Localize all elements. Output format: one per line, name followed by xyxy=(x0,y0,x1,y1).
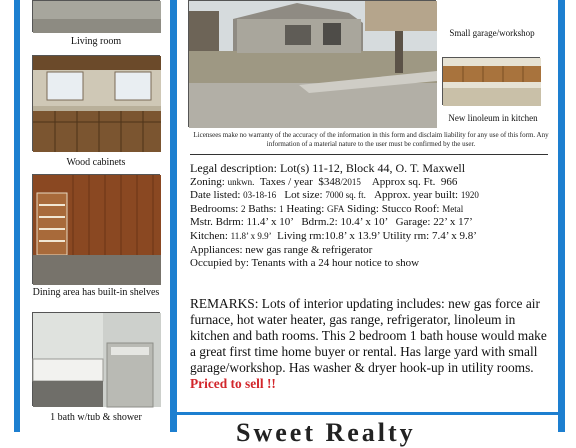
remarks-paragraph xyxy=(190,296,554,392)
occupied-row: Occupied by: Tenants with a 24 hour notice to show xyxy=(190,257,420,270)
listing-details xyxy=(190,162,556,271)
kitchen-value: 11.8’ x 9.9’ xyxy=(230,230,272,241)
bedrooms-value: 2 xyxy=(241,203,246,214)
bathroom-photo xyxy=(32,312,160,406)
living-rm-value: 10.8’ x 13.9’ xyxy=(324,229,380,242)
rooms-row: Bedrooms: 2 Baths: 1 Heating: GFA Siding: Stucco Roof: Metal xyxy=(190,202,464,215)
year-built-value: 1920 xyxy=(460,190,479,201)
appliances-row: Appliances: new gas range & refrigerator xyxy=(190,243,373,256)
middle-border xyxy=(170,0,177,432)
baths-value: 1 xyxy=(279,203,284,214)
bedroom-sizes-row: Mstr. Bdrm: 11.4’ x 10’ Bdrm.2: 10.4’ x 10’ Garage: 22’ x 17’ xyxy=(190,216,473,229)
dining-area-caption: Dining area has built-in shelves xyxy=(32,287,160,298)
lot-size-value: 7000 sq. ft. xyxy=(325,190,366,201)
bathroom-caption: 1 bath w/tub & shower xyxy=(50,412,142,423)
siding-value: Stucco xyxy=(381,202,412,215)
date-listed-value: 03-18-16 xyxy=(243,190,277,201)
taxes-year: /2015 xyxy=(340,176,361,187)
remarks-text: REMARKS: Lots of interior updating includes: new gas force air furnace, hot water heater, gas range, refrigerator, linoleum in kitchen and bath rooms. This 2 bedroom 1 bath house would make a great first time home buyer or rental. Has large yard with small garage/workshop. Has washer & dryer hook-up in utility rooms. xyxy=(190,296,547,375)
garage-value: 22’ x 17’ xyxy=(433,216,473,229)
linoleum-caption: New linoleum in kitchen xyxy=(448,113,538,123)
utility-rm-value: 7.4’ x 9.8’ xyxy=(431,229,477,242)
right-border xyxy=(558,0,565,432)
left-border xyxy=(14,0,20,432)
wood-cabinets-caption: Wood cabinets xyxy=(66,157,126,168)
heating-value: GFA xyxy=(327,203,345,214)
roof-value: Metal xyxy=(442,203,464,214)
taxes-value: $348 xyxy=(318,175,341,188)
price-note: Priced to sell !! xyxy=(190,376,276,391)
living-room-photo xyxy=(32,0,160,32)
living-room-caption: Living room xyxy=(70,36,122,47)
footer-heading: Sweet Realty xyxy=(236,418,416,447)
date-row: Date listed: 03-18-16 Lot size: 7000 sq. ft. Approx. year built: 1920 xyxy=(190,189,479,202)
bottom-divider xyxy=(177,412,558,415)
legal-description: Legal description: Lot(s) 11-12, Block 44, O. T. Maxwell xyxy=(190,161,466,175)
dining-area-photo xyxy=(32,174,160,284)
bdrm2-value: 10.4’ x 10’ xyxy=(340,216,388,229)
garage-caption: Small garage/workshop xyxy=(449,28,535,38)
disclaimer-text: Licensees make no warranty of the accuracy of the information in this form and disclaim liability for any use of this form. Any information of a material nature to the user must be confirmed by the user. xyxy=(193,131,549,148)
kitchen-linoleum-photo xyxy=(442,57,540,105)
house-exterior-photo xyxy=(188,0,436,127)
wood-cabinets-photo xyxy=(32,55,160,151)
zoning-row: Zoning: unkwn. Taxes / year $348/2015 Approx sq. Ft. 966 xyxy=(190,175,458,188)
mstr-bdrm-value: 11.4’ x 10’ xyxy=(246,216,294,229)
disclaimer-divider xyxy=(190,154,548,155)
sqft-value: 966 xyxy=(440,175,458,188)
zoning-value: unkwn. xyxy=(227,176,255,187)
room-sizes-row: Kitchen: 11.8’ x 9.9’ Living rm:10.8’ x 13.9’ Utility rm: 7.4’ x 9.8’ xyxy=(190,229,477,242)
